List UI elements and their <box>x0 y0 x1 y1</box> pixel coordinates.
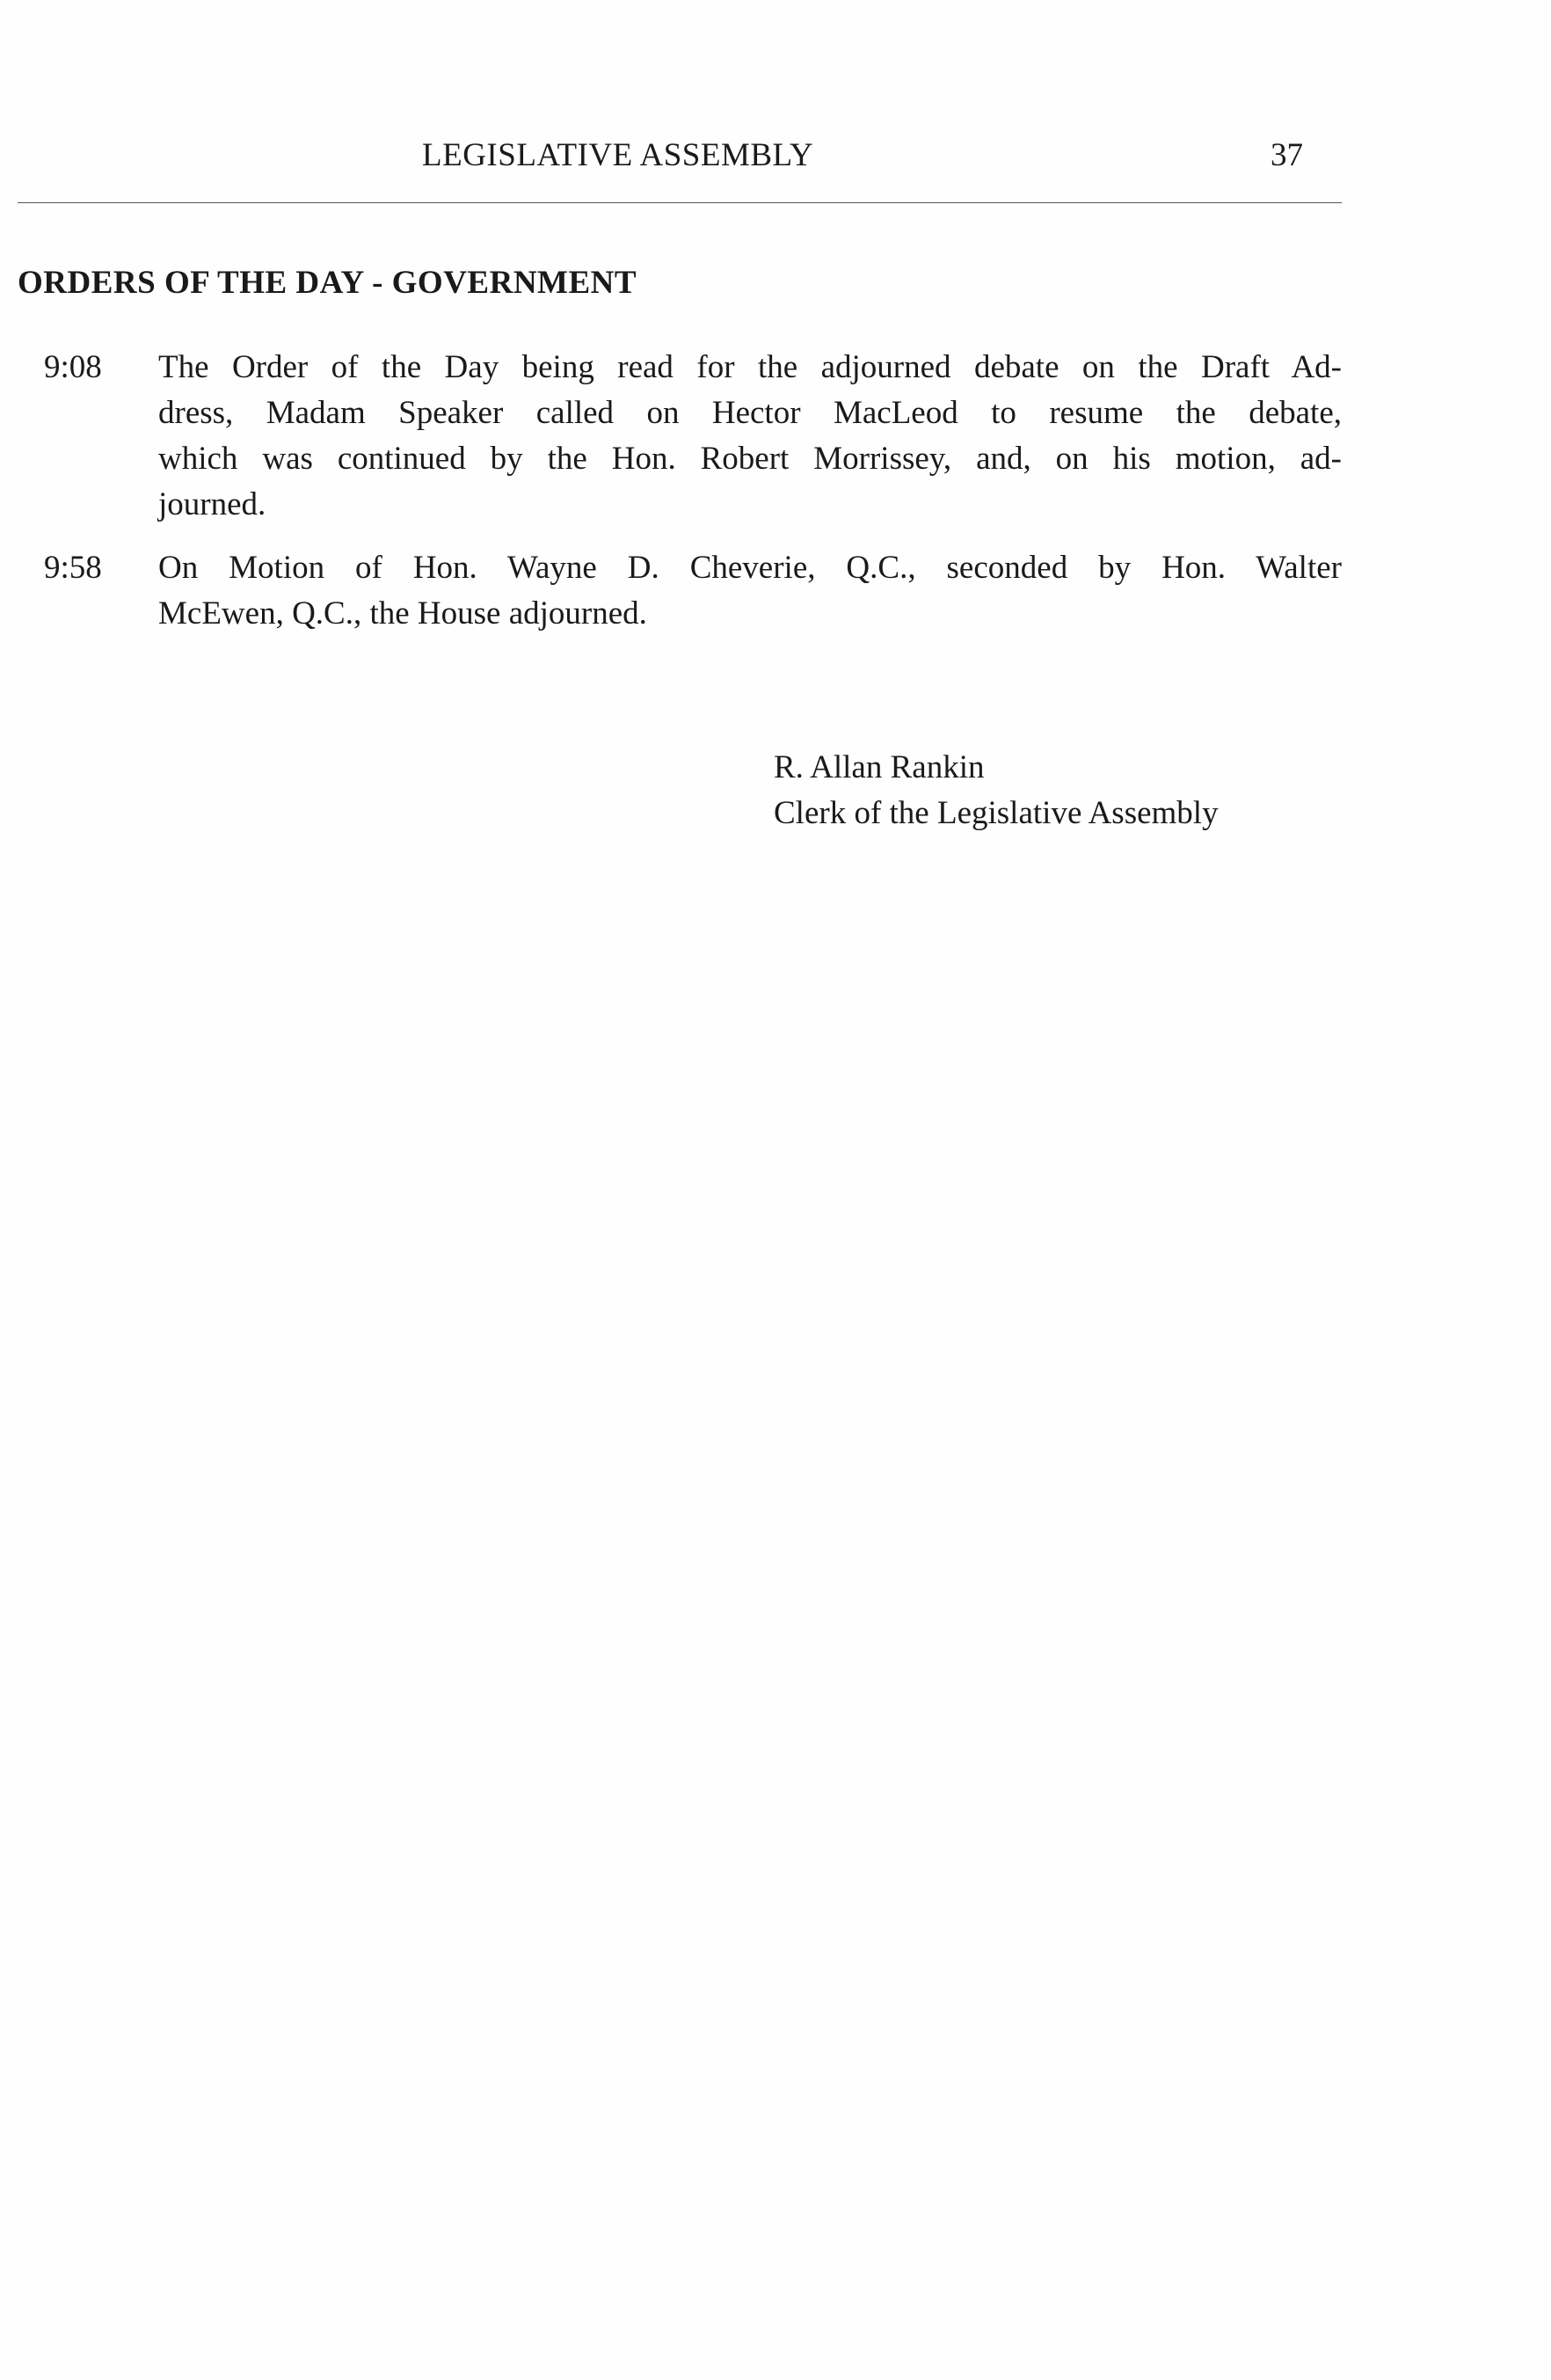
entry-time: 9:58 <box>44 550 102 586</box>
signatory-title: Clerk of the Legislative Assembly <box>774 795 1219 831</box>
signature-block <box>774 745 1219 836</box>
entry-line: which was continued by the Hon. Robert Morrissey, and, on his motion, ad- <box>158 441 1342 477</box>
entry-line: journed. <box>158 486 266 522</box>
entry-text <box>158 545 1342 637</box>
entry-line: McEwen, Q.C., the House adjourned. <box>158 595 647 632</box>
entry-text <box>158 345 1342 528</box>
signatory-name: R. Allan Rankin <box>774 749 985 785</box>
entry-line: The Order of the Day being read for the adjourned debate on the Draft Ad- <box>158 349 1342 385</box>
running-head: LEGISLATIVE ASSEMBLY <box>422 137 814 173</box>
page-number: 37 <box>1271 137 1303 173</box>
entry-line: On Motion of Hon. Wayne D. Cheverie, Q.C., seconded by Hon. Walter <box>158 550 1342 586</box>
entry-time: 9:08 <box>44 349 102 385</box>
header-rule <box>18 202 1342 203</box>
section-heading: ORDERS OF THE DAY - GOVERNMENT <box>18 265 637 301</box>
entry-line: dress, Madam Speaker called on Hector MacLeod to resume the debate, <box>158 395 1342 431</box>
